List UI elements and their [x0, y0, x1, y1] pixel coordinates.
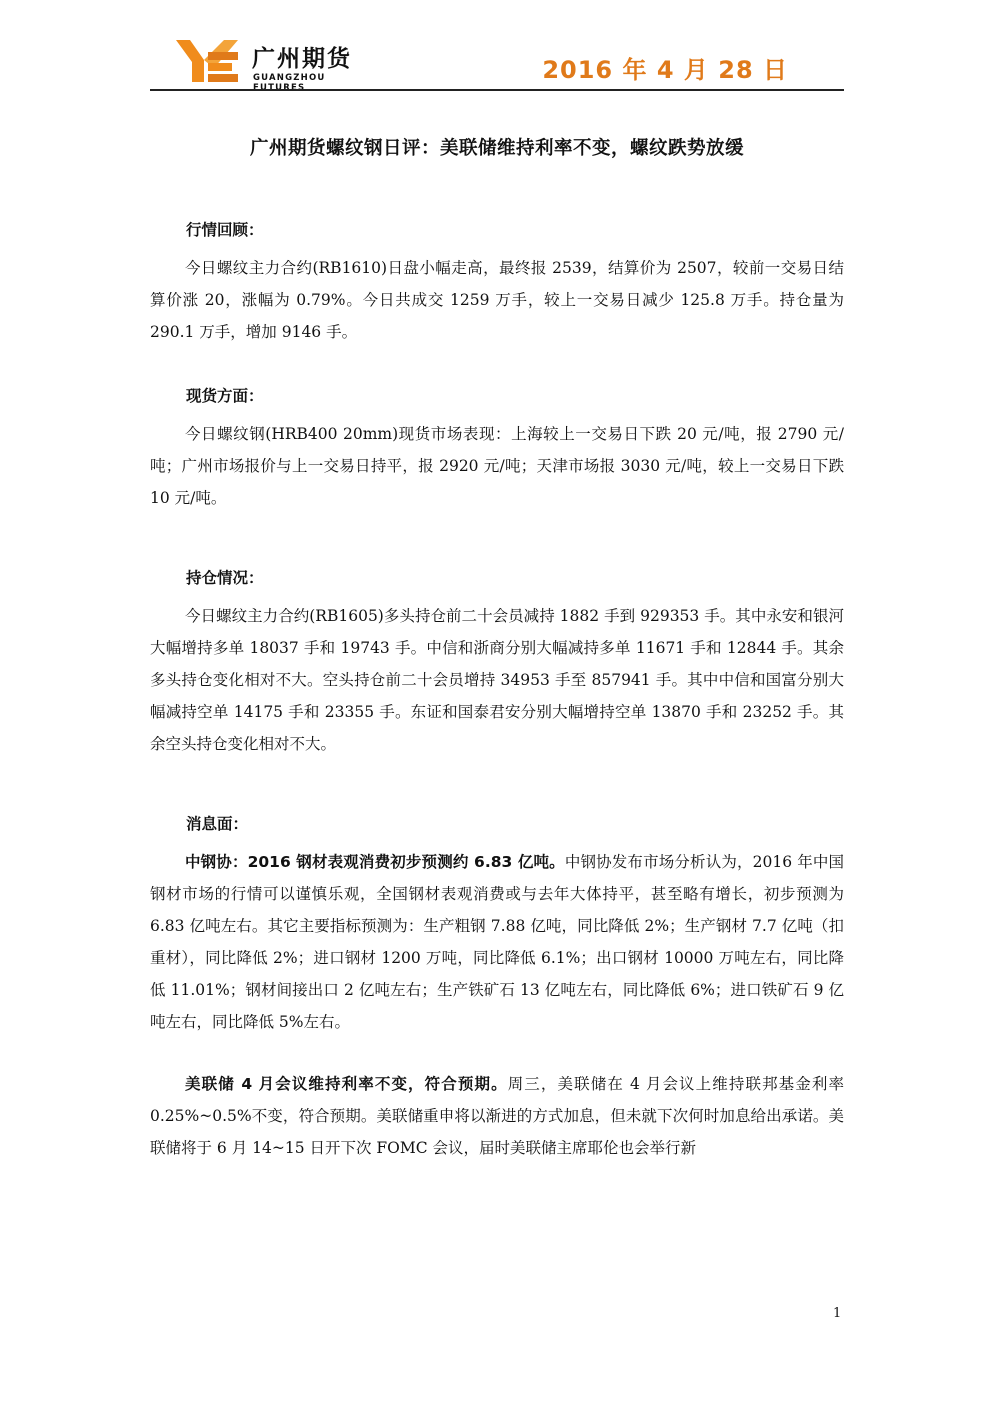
news-lead-csia: 中钢协：2016 钢材表观消费初步预测约 6.83 亿吨。 — [185, 853, 565, 871]
report-body — [150, 218, 844, 1164]
section-text-positions: 今日螺纹主力合约(RB1605)多头持仓前二十会员减持 1882 手到 929353 手。其中永安和银河大幅增持多单 18037 手和 19743 手。中信和浙商分别大幅减持多单 11671 手和 12844 手。其余多头持仓变化相对不大。空头持仓前二十会员增持 34953 手至 857941 手。其中中信和国富分别大幅减持空单 14175 手和 23355 手。东证和国泰君安分别大幅增持空单 13870 手和 23252 手。其余空头持仓变化相对不大。 — [150, 607, 844, 753]
news-text-csia: 中钢协发布市场分析认为，2016 年中国钢材市场的行情可以谨慎乐观，全国钢材表观消费或与去年大体持平，甚至略有增长，初步预测为 6.83 亿吨左右。其它主要指标预测为：生产粗钢 7.88 亿吨，同比降低 2%；生产钢材 7.7 亿吨（扣重材），同比降低 2%；进口钢材 1200 万吨，同比降低 6.1%；出口钢材 10000 万吨左右，同比降低 11.01%；钢材间接出口 2 亿吨左右；生产铁矿石 13 亿吨左右，同比降低 6%；进口铁矿石 9 亿吨左右，同比降低 5%左右。 — [150, 853, 844, 1031]
news-lead-fed: 美联储 4 月会议维持利率不变，符合预期。 — [185, 1075, 508, 1093]
report-title: 广州期货螺纹钢日评：美联储维持利率不变，螺纹跌势放缓 — [249, 138, 744, 159]
header-divider — [150, 89, 844, 91]
logo-mark-icon — [174, 38, 240, 86]
page-header — [150, 30, 844, 92]
section-text-market-review: 今日螺纹主力合约(RB1610)日盘小幅走高，最终报 2539，结算价为 2507，较前一交易日结算价涨 20，涨幅为 0.79%。今日共成交 1259 万手，较上一交易日减少 125.8 万手。持仓量为 290.1 万手，增加 9146 手。 — [150, 259, 844, 341]
section-text-spot: 今日螺纹钢(HRB400 20mm)现货市场表现：上海较上一交易日下跌 20 元/吨，报 2790 元/吨；广州市场报价与上一交易日持平，报 2920 元/吨；天津市场报 3030 元/吨，较上一交易日下跌 10 元/吨。 — [150, 425, 844, 507]
page-number: 1 — [833, 1306, 842, 1321]
section-heading-spot: 现货方面： — [186, 387, 264, 405]
section-heading-market-review: 行情回顾： — [186, 221, 264, 239]
section-heading-positions: 持仓情况： — [186, 569, 264, 587]
logo-chinese-name: 广州期货 — [252, 46, 352, 72]
news-item-csia — [150, 846, 844, 1038]
news-item-fed — [150, 1068, 844, 1164]
logo-english-name: GUANGZHOU FUTURES — [253, 73, 326, 93]
report-date: 2016 年 4 月 28 日 — [542, 56, 788, 84]
company-logo — [174, 38, 374, 93]
section-heading-news: 消息面： — [186, 815, 249, 833]
news-text-fed: 周三，美联储在 4 月会议上维持联邦基金利率 0.25%~0.5%不变，符合预期。美联储重申将以渐进的方式加息，但未就下次何时加息给出承诺。美联储将于 6 月 14~15 日开下次 FOMC 会议，届时美联储主席耶伦也会举行新 — [150, 1075, 844, 1157]
